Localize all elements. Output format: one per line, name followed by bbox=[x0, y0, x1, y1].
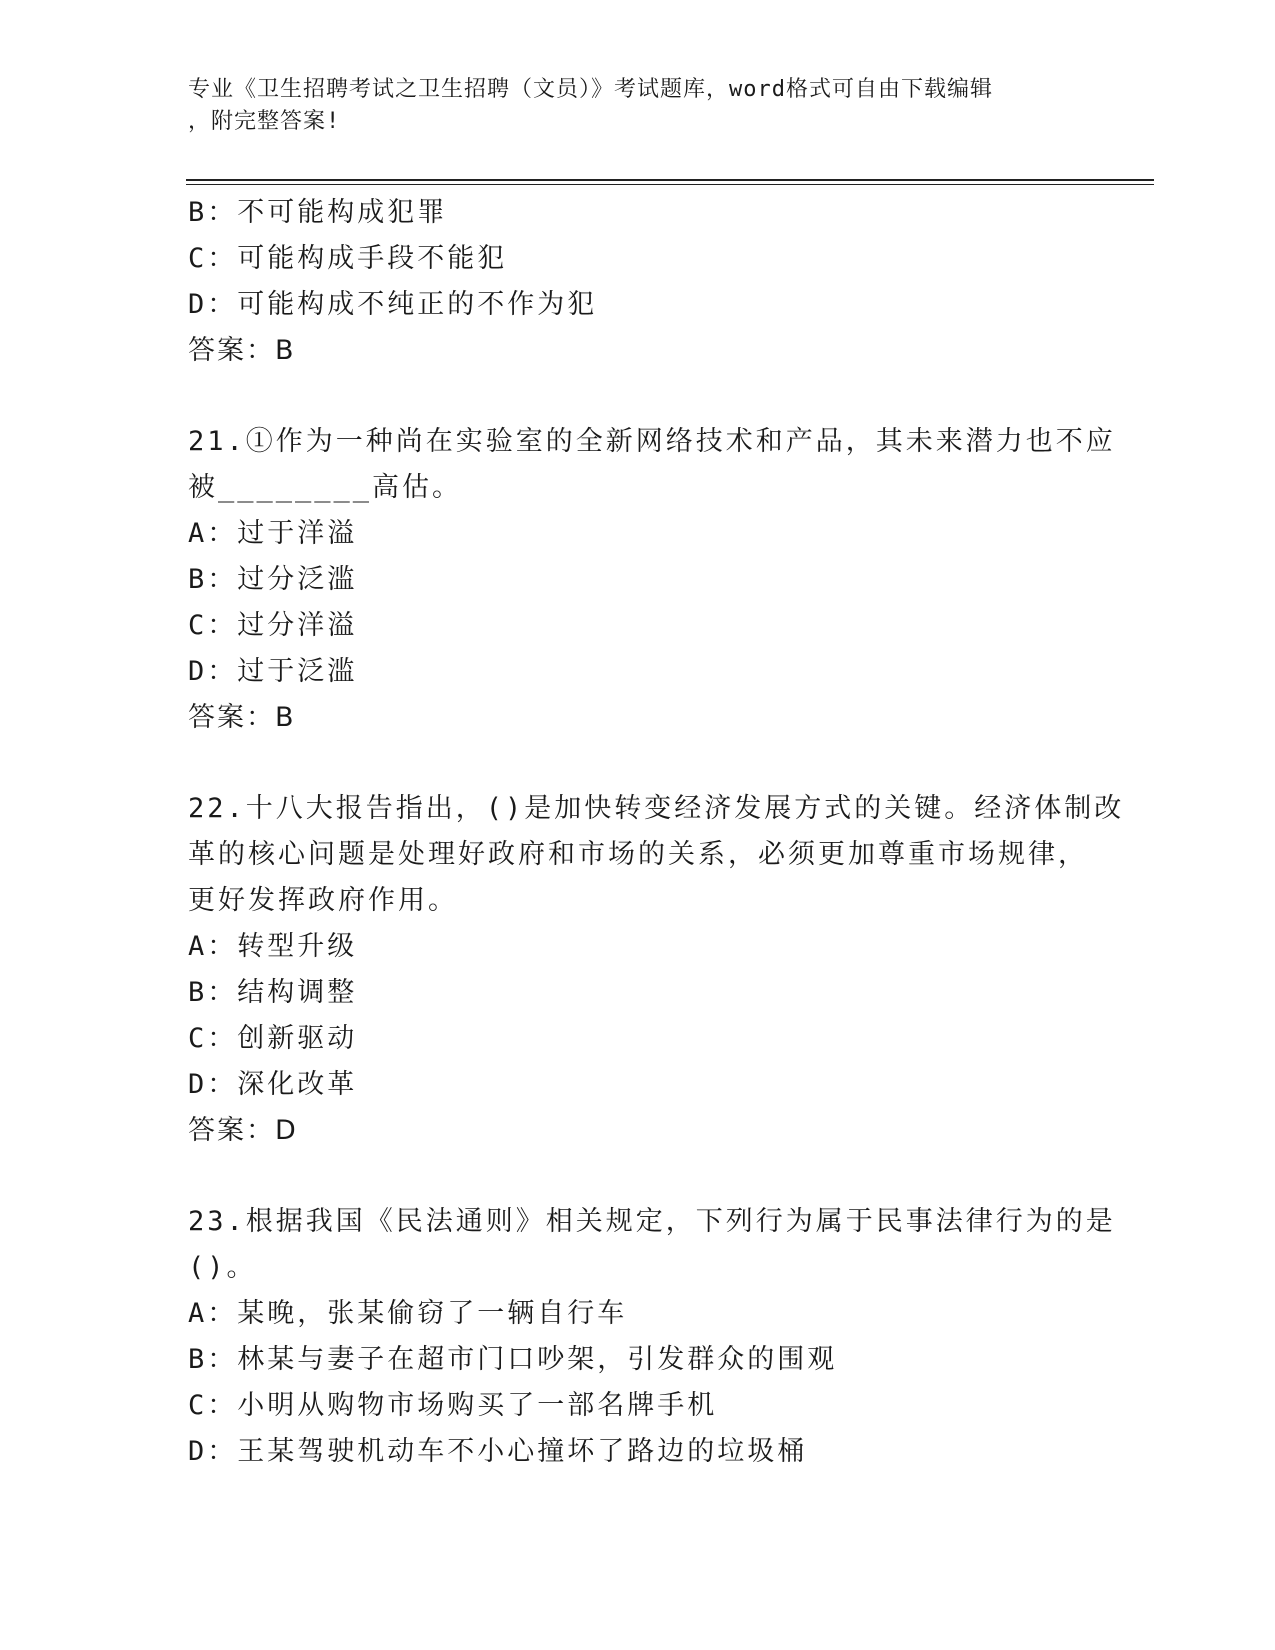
answer: 答案：B bbox=[188, 335, 296, 366]
header-line-2: ，附完整答案! bbox=[188, 109, 341, 134]
option-a: A：某晚，张某偷窃了一辆自行车 bbox=[188, 1298, 628, 1329]
question-stem: 22.十八大报告指出，()是加快转变经济发展方式的关键。经济体制改 bbox=[188, 793, 1125, 824]
header-rule-thin bbox=[186, 184, 1154, 185]
question-stem: 被________高估。 bbox=[188, 472, 463, 503]
option-d: D：过于泛滥 bbox=[188, 656, 358, 687]
option-d: D：深化改革 bbox=[188, 1069, 358, 1100]
option-b: B：不可能构成犯罪 bbox=[188, 197, 448, 228]
question-stem: 革的核心问题是处理好政府和市场的关系，必须更加尊重市场规律， bbox=[188, 839, 1088, 870]
document-header bbox=[188, 74, 1068, 138]
question-stem: 23.根据我国《民法通则》相关规定，下列行为属于民事法律行为的是 bbox=[188, 1206, 1116, 1237]
option-d: D：可能构成不纯正的不作为犯 bbox=[188, 289, 598, 320]
header-line-1: 专业《卫生招聘考试之卫生招聘（文员）》考试题库，word格式可自由下载编辑 bbox=[188, 77, 993, 102]
option-d: D：王某驾驶机动车不小心撞坏了路边的垃圾桶 bbox=[188, 1436, 808, 1467]
option-a: A：转型升级 bbox=[188, 931, 358, 962]
option-c: C：小明从购物市场购买了一部名牌手机 bbox=[188, 1390, 718, 1421]
option-c: C：创新驱动 bbox=[188, 1023, 358, 1054]
option-b: B：结构调整 bbox=[188, 977, 358, 1008]
option-b: B：过分泛滥 bbox=[188, 564, 358, 595]
option-c: C：可能构成手段不能犯 bbox=[188, 243, 508, 274]
question-stem: 21.①作为一种尚在实验室的全新网络技术和产品，其未来潜力也不应 bbox=[188, 426, 1116, 457]
question-23 bbox=[188, 1199, 1116, 1475]
question-stem: ()。 bbox=[188, 1252, 257, 1283]
question-list bbox=[188, 190, 1125, 1475]
answer: 答案：B bbox=[188, 702, 296, 733]
question-22 bbox=[188, 786, 1125, 1154]
option-a: A：过于洋溢 bbox=[188, 518, 358, 549]
question-20-tail bbox=[188, 190, 1088, 374]
header-rule-thick bbox=[186, 179, 1154, 181]
question-stem: 更好发挥政府作用。 bbox=[188, 885, 458, 916]
option-c: C：过分洋溢 bbox=[188, 610, 358, 641]
answer: 答案：D bbox=[188, 1115, 298, 1146]
option-b: B：林某与妻子在超市门口吵架，引发群众的围观 bbox=[188, 1344, 838, 1375]
question-21 bbox=[188, 419, 1116, 741]
